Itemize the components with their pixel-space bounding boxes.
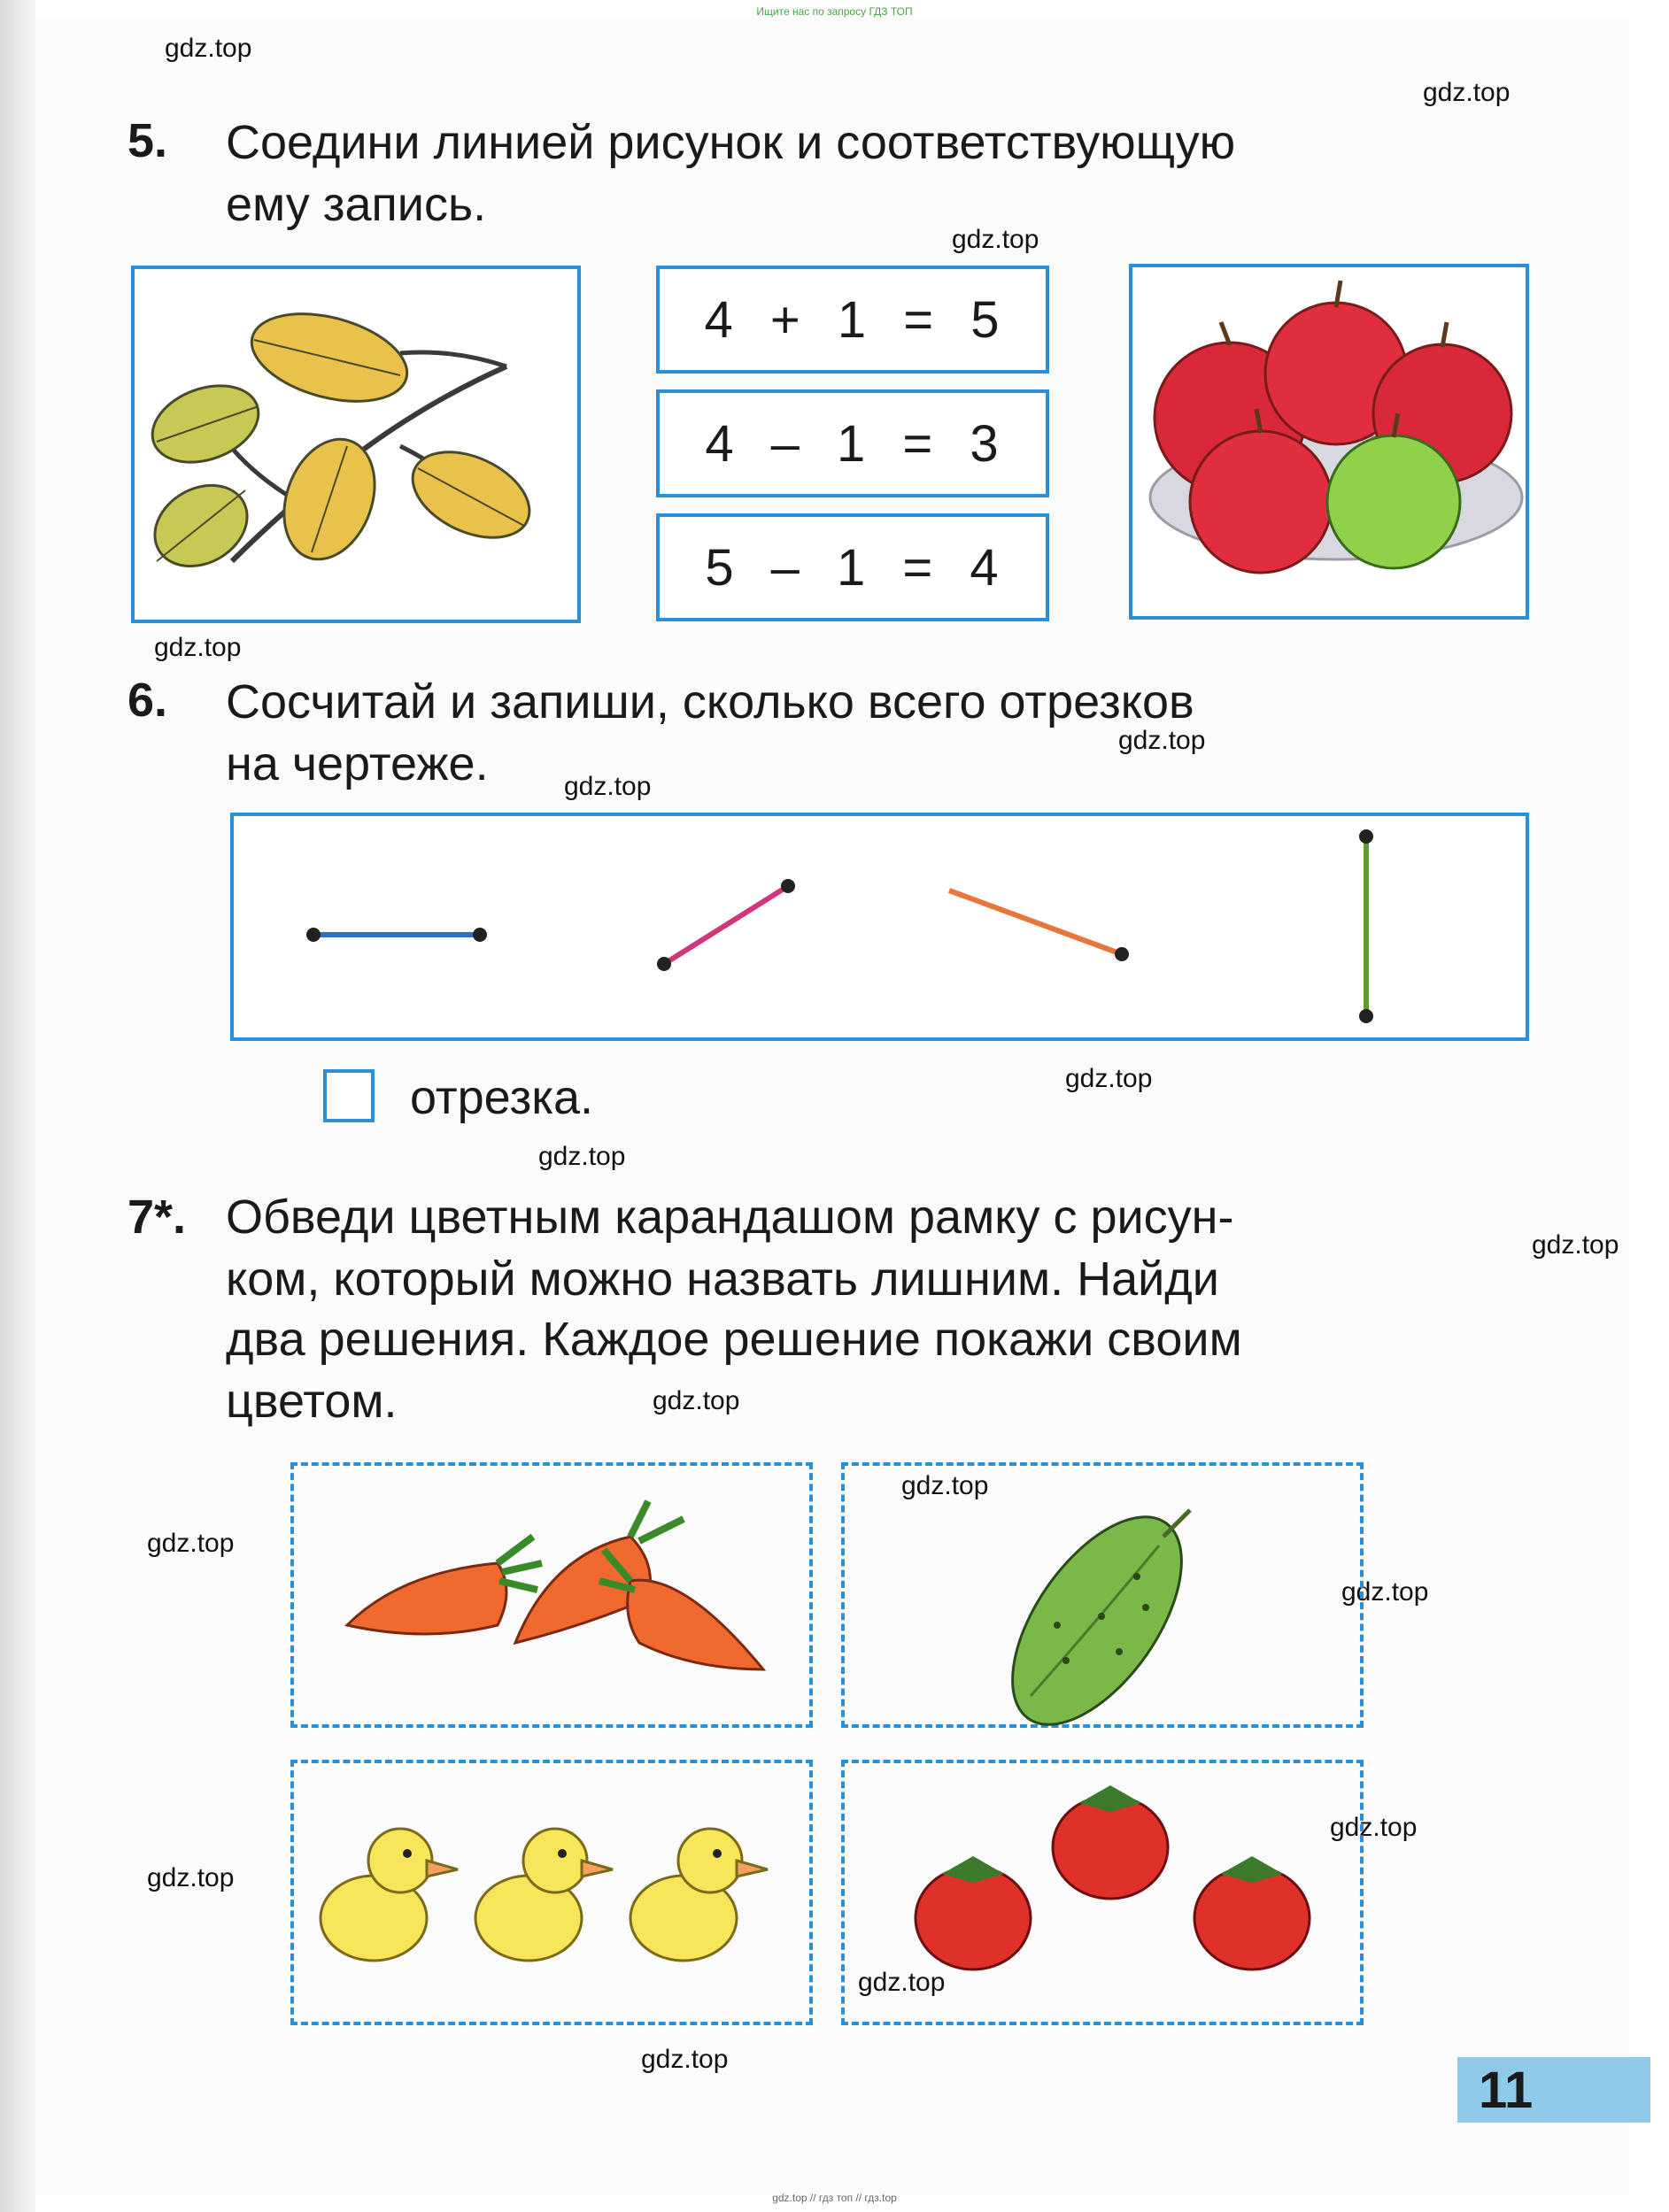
segments-drawing-frame [230,813,1529,1041]
task7-line2: ком, который можно назвать лишним. Найди [226,1252,1219,1306]
page-number: 11 [1457,2057,1650,2123]
ducklings-icon [294,1763,816,2029]
ducklings-frame[interactable] [290,1760,813,2025]
watermark: gdz.top [1423,78,1511,107]
watermark: gdz.top [858,1968,946,1997]
task5-number: 5. [127,114,168,167]
segment-2 [664,886,788,964]
bottom-note: gdz.top // гдз топ // гдз.top [772,2192,897,2204]
task7-line4: цветом. [226,1375,398,1428]
carrots-icon [294,1466,816,1731]
page-edge-shadow [0,0,35,2212]
carrots-frame[interactable] [290,1462,813,1728]
task6-line1: Сосчитай и запиши, сколько всего отрезков [226,675,1194,728]
task6-line2: на чертеже. [226,737,489,790]
tomatoes-frame[interactable] [841,1760,1364,2025]
task7-number: 7*. [127,1191,187,1244]
watermark: gdz.top [538,1142,626,1171]
task6-number: 6. [127,674,168,727]
watermark: gdz.top [147,1529,235,1558]
task7-line1: Обведи цветным карандашом рамку с рисун- [226,1191,1234,1244]
watermark: gdz.top [952,225,1039,254]
watermark: gdz.top [901,1471,989,1500]
task7-line3: два решения. Каждое решение покажи своим [226,1313,1242,1366]
watermark: gdz.top [165,34,252,63]
equation-box-2[interactable]: 4 – 1 = 3 [656,389,1049,497]
watermark: gdz.top [1065,1064,1153,1093]
watermark: gdz.top [641,2045,729,2074]
task6-answer-label: отрезка. [410,1071,594,1124]
apples-picture-frame[interactable] [1129,264,1529,620]
equation-box-1[interactable]: 4 + 1 = 5 [656,266,1049,374]
watermark: gdz.top [1118,726,1206,755]
branch-picture-frame[interactable] [131,266,581,623]
answer-input-box[interactable] [323,1069,375,1122]
watermark: gdz.top [564,772,652,801]
segments-drawing [234,816,1533,1044]
watermark: gdz.top [154,633,242,662]
watermark: gdz.top [1532,1230,1619,1260]
tomatoes-icon [845,1763,1367,2029]
cucumber-icon [845,1466,1367,1731]
cucumber-frame[interactable] [841,1462,1364,1728]
task5-line1: Соедини линией рисунок и соответствующую [226,116,1236,169]
task5-line2: ему запись. [226,178,487,231]
watermark: gdz.top [147,1863,235,1892]
leaf-branch-icon [135,269,584,627]
watermark: gdz.top [1341,1577,1429,1607]
watermark: gdz.top [1330,1813,1418,1842]
segment-3 [949,890,1122,954]
equation-box-3[interactable]: 5 – 1 = 4 [656,513,1049,621]
watermark: gdz.top [653,1386,740,1415]
apples-icon [1132,267,1533,623]
top-note: Ищите нас по запросу ГДЗ ТОП [756,5,913,18]
